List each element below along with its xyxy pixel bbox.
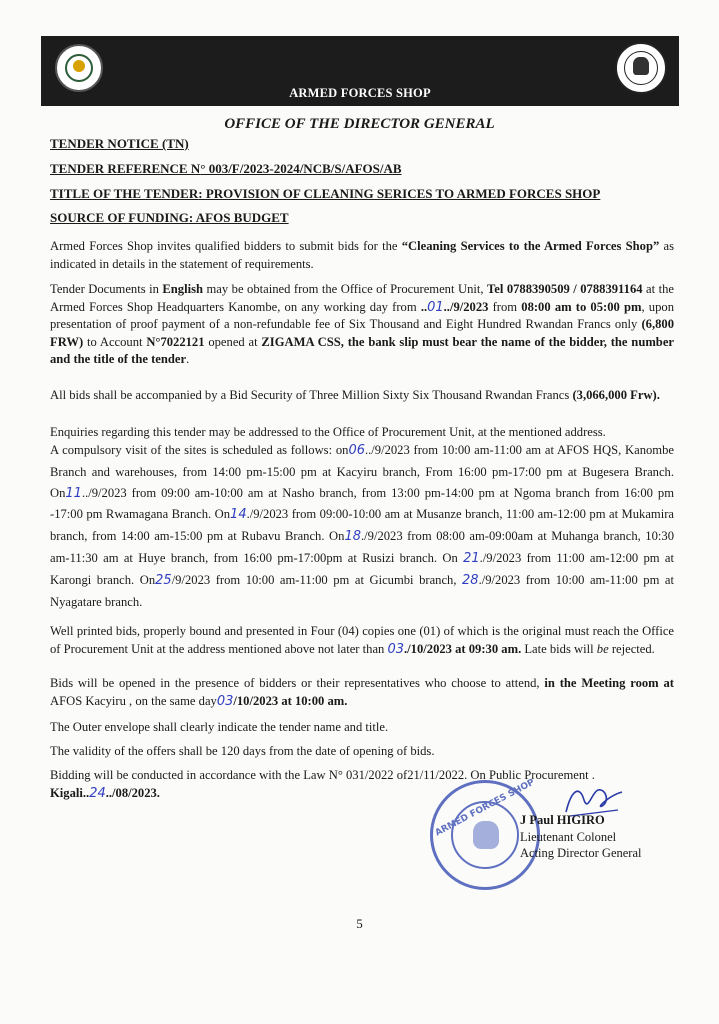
signatory-title: Acting Director General bbox=[520, 846, 642, 860]
paragraph-bid-opening: Bids will be opened in the presence of bidders or their representatives who choose to attend, in the Meeting room at AFOS Kacyiru , on the same day03/10/2023 at 10:00 am. bbox=[50, 676, 674, 709]
paragraph-bid-security: All bids shall be accompanied by a Bid Security of Three Million Sixty Six Thousand Rwandan Francs (3,066,000 Frw). bbox=[50, 388, 660, 402]
handwritten-date: 14 bbox=[230, 507, 247, 523]
tender-notice-heading: TENDER NOTICE (TN) bbox=[50, 136, 189, 151]
handwritten-date: 28 bbox=[462, 572, 479, 588]
handwritten-date: 25 bbox=[155, 572, 172, 588]
national-emblem-logo bbox=[55, 44, 103, 92]
tender-title: TITLE OF THE TENDER: PROVISION OF CLEANING SERICES TO ARMED FORCES SHOP bbox=[50, 186, 601, 201]
official-stamp: ARMED FORCES SHOP bbox=[430, 780, 540, 890]
paragraph-site-visits: A compulsory visit of the sites is scheduled as follows: on06../9/2023 from 10:00 am-11:00 am at AFOS HQS, Kanombe Branch and warehouses, from 14:00 pm-15:00 pm at Kacyiru branch, From 16:00 pm-17:00 pm at Bugesera Branch. On11../9/2023 from 09:00 am-10:00 am at Nasho branch, from 13:00 pm-14:00 pm at Ngoma branch from 16:00 pm -17:00 pm Rwamagana Branch. On14./9/2023 from 09:00-10:00 am at Musanze branch, 11:00 am-12:00 pm at Mukamira branch, from 14:00 am-15:00 pm at Rubavu Branch. On18./9/2023 from 08:00 am-09:00am at Muhanga branch, 10:30 am-11:30 am at Huye branch, from 16:00 pm-17:00pm at Rusizi branch. On 21./9/2023 from 11:00 am-12:00 pm at Karongi branch. On25/9/2023 from 10:00 am-11:00 pm at Gicumbi branch, 28./9/2023 from 10:00 am-11:00 pm at Nyagatare branch. bbox=[50, 443, 674, 609]
paragraph-tender-documents: Tender Documents in English may be obtained from the Office of Procurement Unit, Tel 0788390509 / 0788391164 at the Armed Forces Shop Headquarters Kanombe, on any working day from ..01../9/2023 from 08:00 am to 05:00 pm, upon presentation of proof payment of a non-refundable fee of Six Thousand and Eight Hundred Rwandan Francs only (6,800 FRW) to Account N°7022121 opened at ZIGAMA CSS, the bank slip must bear the name of the bidder, the number and the title of the tender. bbox=[50, 282, 674, 366]
handwritten-date: 01 bbox=[427, 299, 444, 315]
signatory-block bbox=[520, 812, 641, 862]
paragraph-law: Bidding will be conducted in accordance with the Law N° 031/2022 of21/11/2022. On Public Procurement . Kigali..24../08/2023. bbox=[50, 768, 595, 801]
paragraph-outer-envelope: The Outer envelope shall clearly indicate the tender name and title. bbox=[50, 720, 389, 734]
letterhead-banner bbox=[41, 36, 679, 106]
paragraph-validity: The validity of the offers shall be 120 days from the date of opening of bids. bbox=[50, 744, 435, 758]
paragraph-enquiries: Enquiries regarding this tender may be addressed to the Office of Procurement Unit, at the mentioned address. bbox=[50, 425, 606, 439]
page-number: 5 bbox=[356, 916, 363, 931]
signatory-rank: Lieutenant Colonel bbox=[520, 829, 617, 844]
handwritten-date: 24 bbox=[89, 785, 106, 801]
tender-reference: TENDER REFERENCE N° 003/F/2023-2024/NCB/S/AFOS/AB bbox=[50, 161, 402, 176]
handwritten-date: 03 bbox=[216, 693, 234, 709]
handwritten-date: 18 bbox=[344, 529, 361, 545]
source-of-funding: SOURCE OF FUNDING: AFOS BUDGET bbox=[50, 210, 289, 225]
signatory-name: J Paul HIGIRO bbox=[520, 813, 605, 827]
paragraph-invitation: Armed Forces Shop invites qualified bidders to submit bids for the “Cleaning Services to the Armed Forces Shop” as indicated in details in the statement of requirements. bbox=[50, 239, 675, 271]
handwritten-date: 03 bbox=[387, 641, 405, 657]
handwritten-date: 06 bbox=[348, 443, 365, 458]
org-name: ARMED FORCES SHOP bbox=[289, 86, 431, 100]
handwritten-date: 21 bbox=[463, 550, 480, 566]
handwritten-date: 11 bbox=[65, 485, 82, 501]
paragraph-submission: Well printed bids, properly bound and presented in Four (04) copies one (01) of which is the original must reach the Office of Procurement Unit at the address mentioned above not later than 03./10/2023 at 09:30 am. Late bids will be rejected. bbox=[50, 624, 674, 657]
office-heading: OFFICE OF THE DIRECTOR GENERAL bbox=[224, 116, 495, 132]
